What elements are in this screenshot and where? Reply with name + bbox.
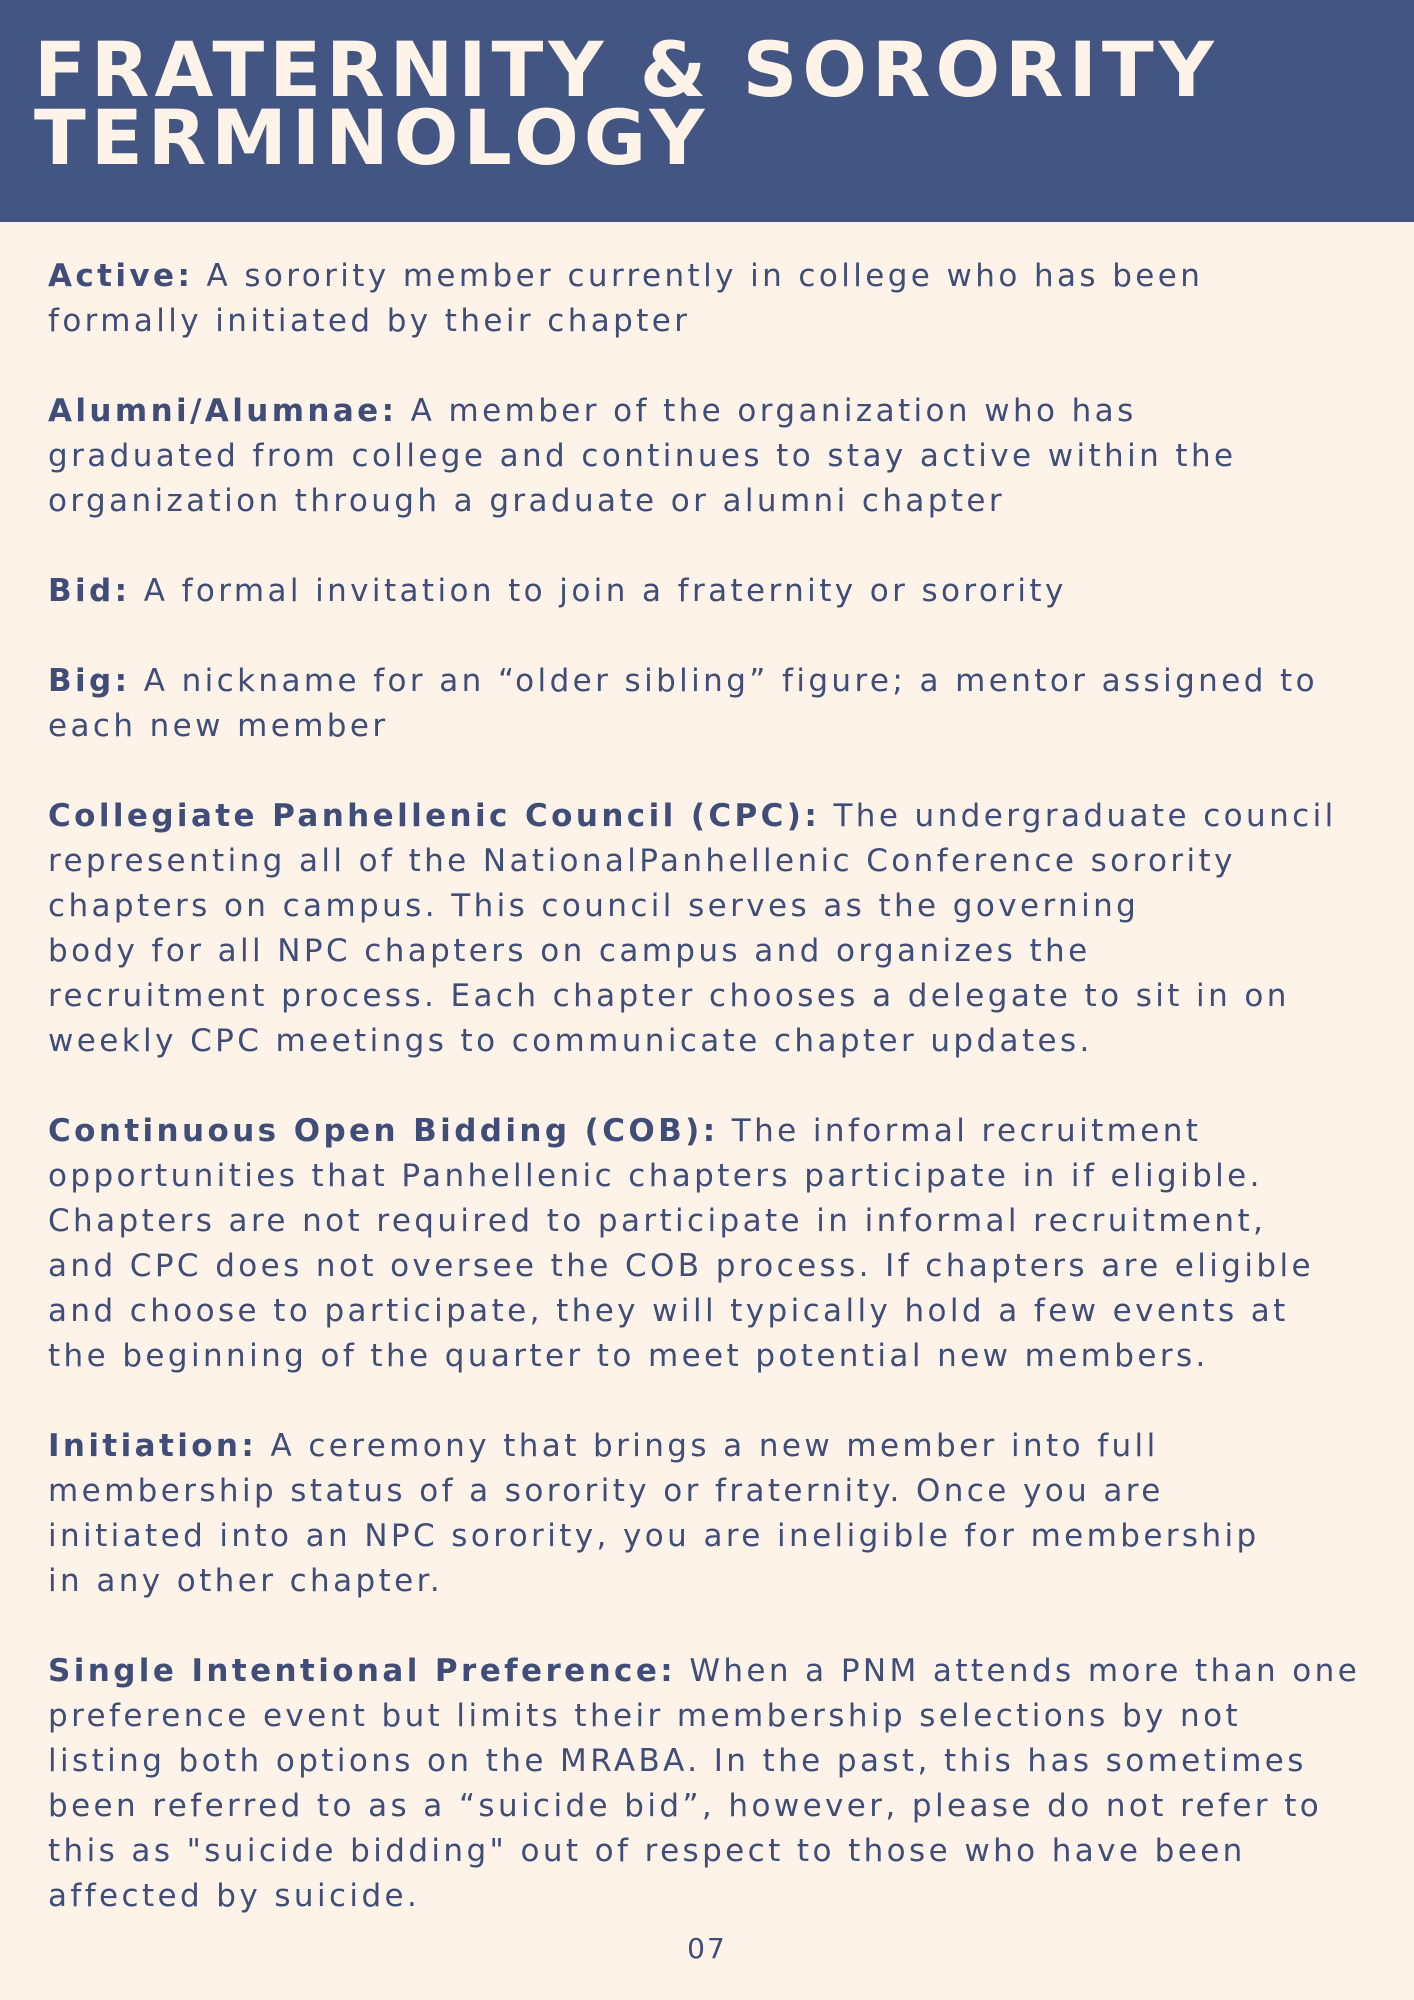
glossary-term: Collegiate Panhellenic Council (CPC): <box>48 798 821 834</box>
definition-text: A ceremony that brings a new member into full <box>270 1428 1159 1464</box>
entry-line <box>48 569 1388 614</box>
definition-text: The informal recruitment <box>731 1113 1202 1149</box>
definition-text: and CPC does not oversee the COB process. If chapters are eligible <box>48 1248 1314 1284</box>
glossary-term: Alumni/Alumnae: <box>48 393 398 429</box>
glossary-term: Continuous Open Bidding (COB): <box>48 1113 719 1149</box>
definition-text: A sorority member currently in college who has been <box>206 258 1204 294</box>
definition-text: graduated from college and continues to stay active within the <box>48 438 1237 474</box>
glossary-entry <box>48 1424 1388 1604</box>
entry-line <box>48 659 1388 704</box>
glossary-term: Single Intentional Preference: <box>48 1653 677 1689</box>
header-banner <box>0 0 1414 222</box>
glossary-term: Bid: <box>48 573 131 609</box>
page-title-line-2: TERMINOLOGY <box>34 93 710 182</box>
definition-text: Chapters are not required to participate in informal recruitment, <box>48 1203 1267 1239</box>
definition-text: chapters on campus. This council serves as the governing <box>48 888 1140 924</box>
glossary-term: Active: <box>48 258 194 294</box>
glossary-entry <box>48 1649 1388 1919</box>
entry-line <box>48 389 1388 434</box>
definition-text: recruitment process. Each chapter chooses a delegate to sit in on <box>48 978 1290 1014</box>
definition-text: listing both options on the MRABA. In the past, this has sometimes <box>48 1743 1307 1779</box>
definition-text: The undergraduate council <box>833 798 1337 834</box>
entry-line <box>48 1649 1388 1694</box>
definition-text: representing all of the NationalPanhellenic Conference sorority <box>48 843 1236 879</box>
definition-text: membership status of a sorority or fraternity. Once you are <box>48 1473 1164 1509</box>
glossary-entry <box>48 569 1388 614</box>
glossary-entry <box>48 254 1388 344</box>
definition-text: in any other chapter. <box>48 1563 444 1599</box>
entry-line <box>48 794 1388 839</box>
glossary-entry <box>48 1109 1388 1379</box>
definition-text: each new member <box>48 708 389 744</box>
definition-text: formally initiated by their chapter <box>48 303 691 339</box>
entry-line <box>48 1424 1388 1469</box>
glossary-entry <box>48 389 1388 524</box>
page-title <box>34 25 1219 182</box>
definition-text: organization through a graduate or alumni chapter <box>48 483 1006 519</box>
glossary-entry <box>48 659 1388 749</box>
page-title-line-1: FRATERNITY & SORORITY <box>34 25 1219 114</box>
glossary-entry <box>48 794 1388 1064</box>
definition-text: A formal invitation to join a fraternity or sorority <box>143 573 1067 609</box>
glossary <box>48 254 1388 1964</box>
glossary-term: Initiation: <box>48 1428 258 1464</box>
definition-text: body for all NPC chapters on campus and organizes the <box>48 933 1091 969</box>
definition-text: been referred to as a “suicide bid”, however, please do not refer to <box>48 1788 1323 1824</box>
definition-text: the beginning of the quarter to meet potential new members. <box>48 1338 1209 1374</box>
definition-text: When a PNM attends more than one <box>689 1653 1361 1689</box>
definition-text: this as "suicide bidding" out of respect to those who have been <box>48 1833 1246 1869</box>
entry-line <box>48 254 1388 299</box>
definition-text: and choose to participate, they will typically hold a few events at <box>48 1293 1289 1329</box>
definition-text: opportunities that Panhellenic chapters participate in if eligible. <box>48 1158 1263 1194</box>
definition-text: affected by suicide. <box>48 1878 421 1914</box>
definition-text: A nickname for an “older sibling” figure; a mentor assigned to <box>143 663 1318 699</box>
definition-text: A member of the organization who has <box>410 393 1137 429</box>
glossary-term: Big: <box>48 663 131 699</box>
entry-line <box>48 1109 1388 1154</box>
definition-text: preference event but limits their membership selections by not <box>48 1698 1242 1734</box>
definition-text: initiated into an NPC sorority, you are ineligible for membership <box>48 1518 1260 1554</box>
definition-text: weekly CPC meetings to communicate chapter updates. <box>48 1023 1093 1059</box>
page-number: 07 <box>687 1932 727 1965</box>
